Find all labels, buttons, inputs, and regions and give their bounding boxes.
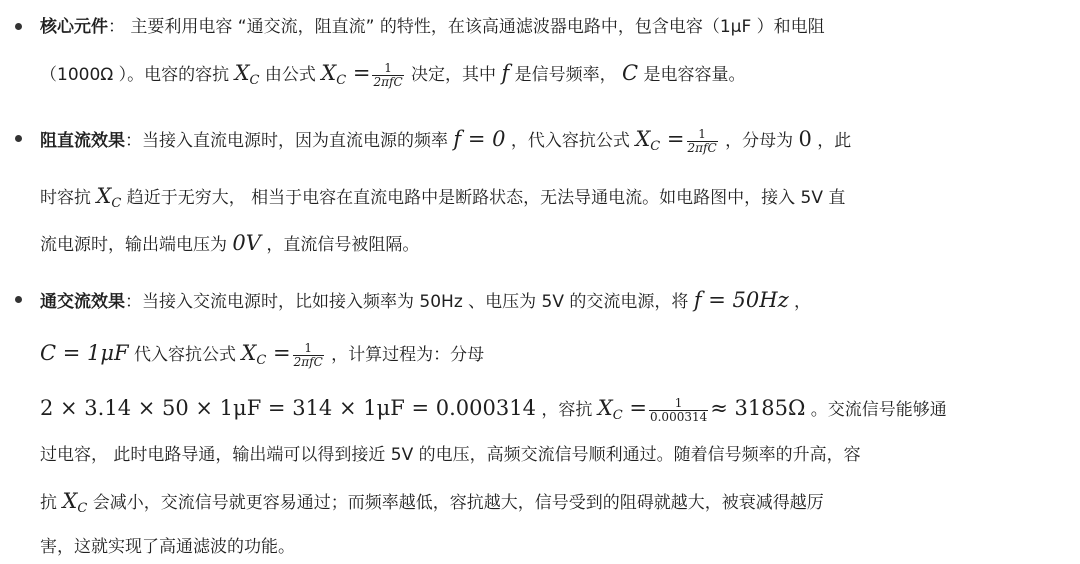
- item-title: 阻直流效果: [40, 131, 125, 151]
- bullet-dot: [15, 23, 22, 30]
- item-ac-line-5: [40, 486, 824, 516]
- text-segment: 害，这就实现了高通滤波的功能。: [40, 537, 295, 557]
- item-title: 通交流效果: [40, 292, 125, 312]
- text-segment: ，代入容抗公式: [505, 131, 636, 151]
- text-segment: 是电容容量。: [638, 65, 746, 85]
- text-segment: ，分母为: [719, 131, 799, 151]
- bullet-dot: [15, 135, 22, 142]
- text-segment: 代入容抗公式: [128, 345, 242, 365]
- fraction-denominator: 2πfC: [293, 354, 323, 369]
- math-xc-eq: $X_C$ =: [321, 61, 371, 88]
- item-ac-line-3: [40, 393, 947, 423]
- fraction-denominator: 0.000314: [649, 409, 708, 424]
- math-f: f: [501, 61, 510, 85]
- fraction-numerator: 1: [649, 397, 708, 411]
- item-ac-line-1: [40, 285, 811, 315]
- text-segment: 会减小，交流信号就更容易通过；而频率越低，容抗越大，信号受到的阻碍就越大，被衰减得越厉: [87, 493, 824, 513]
- text-segment: 由公式: [259, 65, 322, 85]
- fraction: [372, 62, 403, 89]
- item-dc-line-2: [40, 181, 845, 211]
- math-f-eq-0: f = 0: [453, 127, 506, 151]
- math-0v: 0V: [232, 231, 261, 255]
- text-segment: 。交流信号能够通: [805, 400, 947, 420]
- math-zero: 0: [798, 127, 812, 151]
- fraction: [687, 128, 718, 155]
- item-title: 核心元件: [40, 17, 108, 37]
- bullet-dot: [15, 296, 22, 303]
- fraction-numerator: 1: [687, 128, 718, 142]
- text-segment: 流电源时，输出端电压为: [40, 235, 233, 255]
- math-xc-eq: $X_C$ =: [597, 396, 647, 423]
- item-ac-line-4: [40, 440, 861, 470]
- fraction: [293, 342, 324, 369]
- math-f-eq-50hz: f = 50Hz: [693, 288, 789, 312]
- text-segment: 抗: [40, 493, 63, 513]
- text-segment: ，: [788, 292, 812, 312]
- math-xc: $X_C$: [62, 489, 88, 516]
- text-segment: 趋近于无穷大， 相当于电容在直流电路中是断路状态，无法导通电流。如电路图中，接入 5V 直: [121, 188, 846, 208]
- math-c-eq-1uf: C = 1μF: [40, 341, 129, 365]
- fraction-numerator: 1: [372, 62, 403, 76]
- fraction-numerator: 1: [293, 342, 324, 356]
- math-xc: $X_C$: [234, 61, 260, 88]
- math-calculation: 2 × 3.14 × 50 × 1μF = 314 × 1μF = 0.000314: [40, 396, 536, 420]
- math-xc-eq: $X_C$ =: [241, 341, 291, 368]
- item-ac-line-6: [40, 532, 295, 562]
- text-segment: 是信号频率，: [509, 65, 623, 85]
- text-segment: （1000Ω ）。电容的容抗: [40, 65, 235, 85]
- math-approx-result: ≈ 3185Ω: [710, 396, 806, 420]
- math-xc-eq: $X_C$ =: [635, 127, 685, 154]
- item-ac-line-2: [40, 338, 484, 368]
- item-core-line-2: [40, 58, 746, 88]
- text-segment: ： 主要利用电容 “通交流，阻直流” 的特性，在该高通滤波器电路中，包含电容（1μF ）和电阻: [108, 17, 825, 37]
- text-segment: 决定，其中: [405, 65, 502, 85]
- item-core-line-1: [40, 12, 825, 42]
- text-segment: ，直流信号被阻隔。: [260, 235, 420, 255]
- math-c: C: [622, 61, 639, 85]
- math-xc: $X_C$: [96, 184, 122, 211]
- text-segment: ，容抗: [535, 400, 598, 420]
- fraction: [649, 397, 708, 424]
- fraction-denominator: 2πfC: [373, 74, 403, 89]
- text-segment: 时容抗: [40, 188, 97, 208]
- fraction-denominator: 2πfC: [687, 140, 717, 155]
- text-segment: ，计算过程为：分母: [325, 345, 485, 365]
- item-dc-line-1: [40, 124, 851, 154]
- text-segment: 过电容， 此时电路导通，输出端可以得到接近 5V 的电压，高频交流信号顺利通过。随着信号频率的升高，容: [40, 445, 861, 465]
- item-dc-line-3: [40, 228, 419, 258]
- text-segment: ，此: [811, 131, 852, 151]
- text-segment: ：当接入直流电源时，因为直流电源的频率: [125, 131, 454, 151]
- text-segment: ：当接入交流电源时，比如接入频率为 50Hz 、电压为 5V 的交流电源，将: [125, 292, 694, 312]
